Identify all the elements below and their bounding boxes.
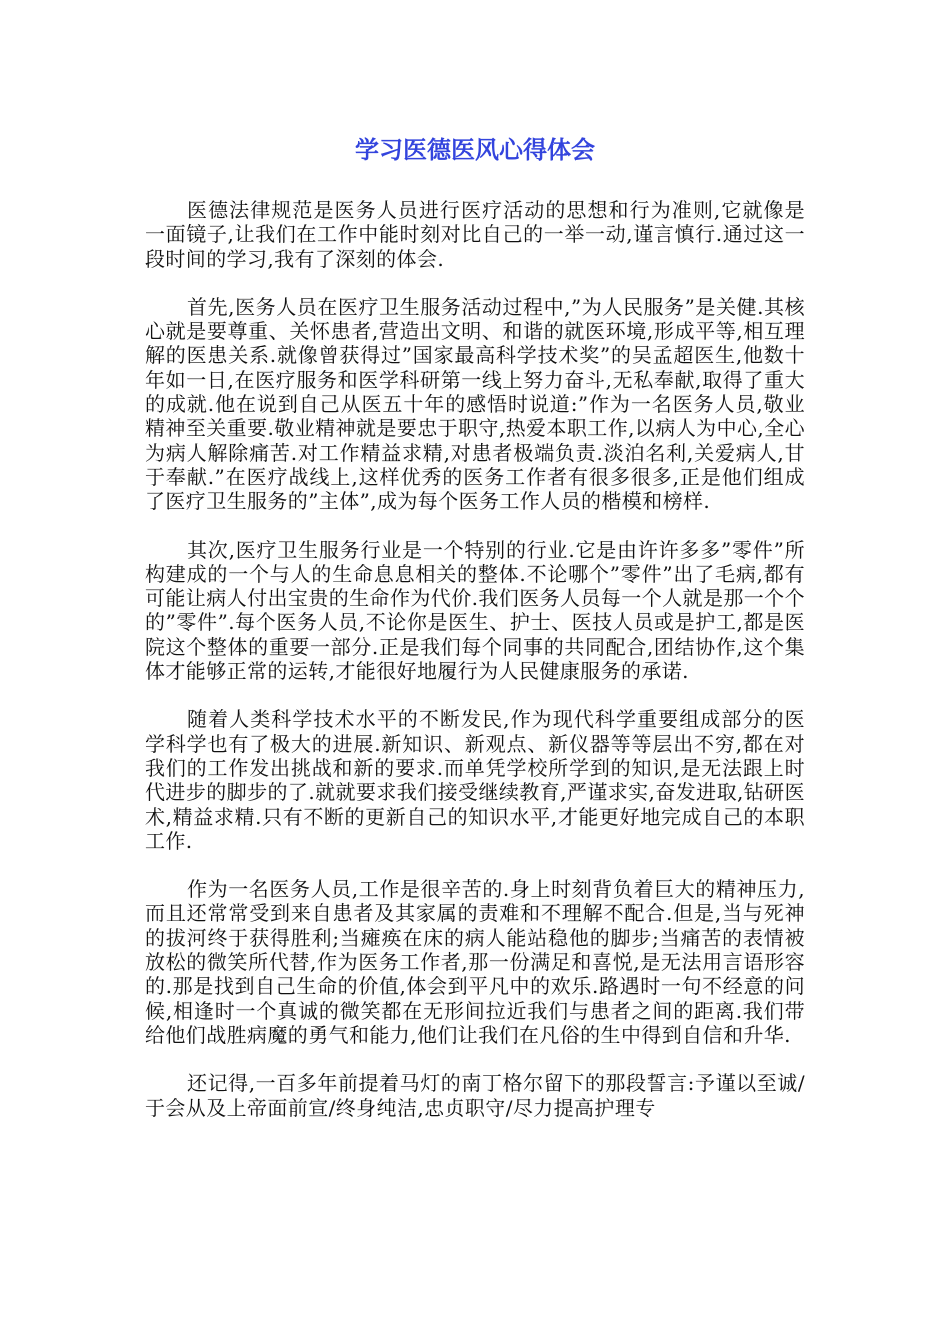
- paragraph-6: 还记得,一百多年前提着马灯的南丁格尔留下的那段誓言:予谨以至诚/于会从及上帝面前宣/终身纯洁,忠贞职守/尽力提高护理专: [145, 1071, 805, 1120]
- document-title: 学习医德医风心得体会: [355, 136, 595, 164]
- document-body: [145, 198, 805, 1144]
- paragraph-4: 随着人类科学技术水平的不断发民,作为现代科学重要组成部分的医学科学也有了极大的进展.新知识、新观点、新仪器等等层出不穷,都在对我们的工作发出挑战和新的要求.而单凭学校所学到的知识,是无法跟上时代进步的脚步的了.就就要求我们接受继续教育,严谨求实,奋发进取,钻研医术,精益求精.只有不断的更新自己的知识水平,才能更好地完成自己的本职工作.: [145, 707, 805, 853]
- paragraph-5: 作为一名医务人员,工作是很辛苦的.身上时刻背负着巨大的精神压力,而且还常常受到来自患者及其家属的责难和不理解不配合.但是,当与死神的拔河终于获得胜利;当瘫痪在床的病人能站稳他的脚步;当痛苦的表情被放松的微笑所代替,作为医务工作者,那一份满足和喜悦,是无法用言语形容的.那是找到自己生命的价值,体会到平凡中的欢乐.路遇时一句不经意的问候,相逢时一个真诚的微笑都在无形间拉近我们与患者之间的距离.我们带给他们战胜病魔的勇气和能力,他们让我们在凡俗的生中得到自信和升华.: [145, 877, 805, 1047]
- paragraph-2: 首先,医务人员在医疗卫生服务活动过程中,”为人民服务”是关健.其核心就是要尊重、关怀患者,营造出文明、和谐的就医环境,形成平等,相互理解的医患关系.就像曾获得过”国家最高科学技术奖”的吴孟超医生,他数十年如一日,在医疗服务和医学科研第一线上努力奋斗,无私奉献,取得了重大的成就.他在说到自己从医五十年的感悟时说道:”作为一名医务人员,敬业精神至关重要.敬业精神就是要忠于职守,热爱本职工作,以病人为中心,全心为病人解除痛苦.对工作精益求精,对患者极端负责.淡泊名利,关爱病人,甘于奉献.”在医疗战线上,这样优秀的医务工作者有很多很多,正是他们组成了医疗卫生服务的”主体”,成为每个医务工作人员的楷模和榜样.: [145, 294, 805, 514]
- paragraph-1: 医德法律规范是医务人员进行医疗活动的思想和行为准则,它就像是一面镜子,让我们在工作中能时刻对比自己的一举一动,谨言慎行.通过这一段时间的学习,我有了深刻的体会.: [145, 198, 805, 271]
- paragraph-3: 其次,医疗卫生服务行业是一个特别的行业.它是由许许多多”零件”所构建成的一个与人的生命息息相关的整体.不论哪个”零件”出了毛病,都有可能让病人付出宝贵的生命作为代价.我们医务人员每一个人就是那一个个的”零件”.每个医务人员,不论你是医生、护士、医技人员或是护工,都是医院这个整体的重要一部分.正是我们每个同事的共同配合,团结协作,这个集体才能够正常的运转,才能很好地履行为人民健康服务的承诺.: [145, 537, 805, 684]
